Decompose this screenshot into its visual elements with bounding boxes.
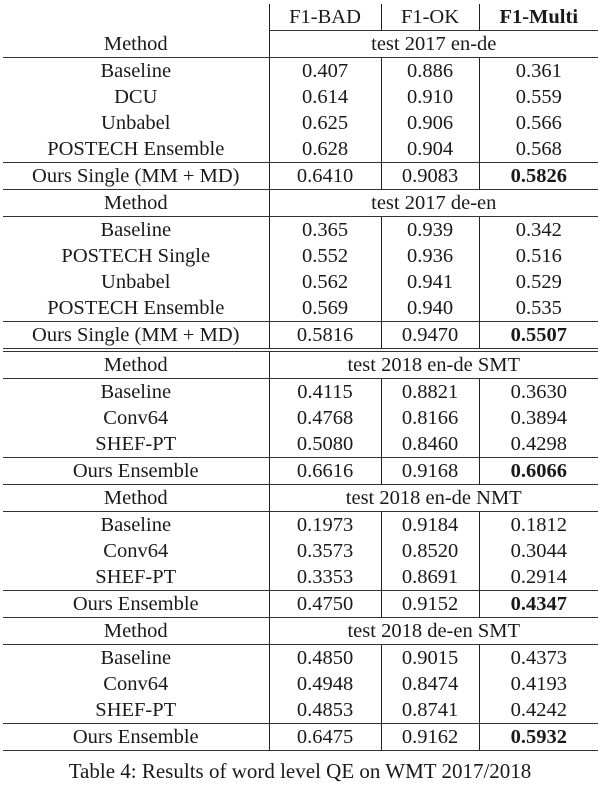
cell-value: 0.5080: [269, 431, 381, 458]
section-header-row: [3, 350, 598, 379]
cell-value: 0.559: [479, 84, 598, 110]
table-row: [3, 512, 598, 539]
method-name: Conv64: [103, 407, 169, 429]
cell-value: 0.625: [269, 110, 381, 136]
method-name: POSTECH Ensemble: [47, 138, 225, 160]
cell-value: 0.8474: [381, 671, 479, 697]
results-table-body: [3, 4, 598, 751]
table-row: [3, 405, 598, 431]
cell-value: 0.3573: [269, 538, 381, 564]
cell-value: 0.4853: [269, 697, 381, 724]
cell-value: 0.4768: [269, 405, 381, 431]
method-name: Ours Single (MM + MD): [3, 163, 269, 190]
method-name: Baseline: [3, 217, 269, 244]
table-row: [3, 564, 598, 591]
cell-value: 0.904: [381, 136, 479, 163]
cell-value: 0.342: [479, 217, 598, 244]
table-row: [3, 295, 598, 322]
header-spacer: [3, 4, 269, 31]
section-header-row: [3, 485, 598, 512]
cell-value: 0.886: [381, 58, 479, 85]
method-name: Ours Ensemble: [3, 591, 269, 618]
cell-value: 0.1812: [479, 512, 598, 539]
table-row: [3, 110, 598, 136]
method-name: Unbabel: [101, 112, 171, 134]
best-value: 0.6066: [479, 458, 598, 485]
cell-value: 0.2914: [479, 564, 598, 591]
cell-value: 0.516: [479, 243, 598, 269]
method-name: Ours Single (MM + MD): [3, 322, 269, 351]
method-name: Baseline: [3, 645, 269, 672]
ours-row: [3, 163, 598, 190]
table-row: [3, 379, 598, 406]
method-name: Ours Ensemble: [3, 458, 269, 485]
section-header-row: [3, 618, 598, 645]
cell-value: 0.3353: [269, 564, 381, 591]
section-title: test 2017 en-de: [269, 31, 598, 58]
ours-row: [3, 591, 598, 618]
ours-row: [3, 458, 598, 485]
ours-row: [3, 322, 598, 351]
cell-value: 0.4750: [269, 591, 381, 618]
cell-value: 0.1973: [269, 512, 381, 539]
section-title: test 2018 de-en SMT: [269, 618, 598, 645]
cell-value: 0.9184: [381, 512, 479, 539]
column-header-row: [3, 4, 598, 31]
cell-value: 0.9168: [381, 458, 479, 485]
method-name: Ours Ensemble: [3, 724, 269, 751]
cell-value: 0.4115: [269, 379, 381, 406]
section-title: test 2018 en-de NMT: [269, 485, 598, 512]
cell-value: 0.3894: [479, 405, 598, 431]
method-name: POSTECH Ensemble: [47, 297, 225, 319]
cell-value: 0.361: [479, 58, 598, 85]
section-header-row: [3, 190, 598, 217]
section-header-row: [3, 31, 598, 58]
method-name: SHEF-PT: [95, 699, 177, 721]
cell-value: 0.8741: [381, 697, 479, 724]
column-header-f1-ok: F1-OK: [381, 4, 479, 31]
cell-value: 0.941: [381, 269, 479, 295]
best-value: 0.5932: [479, 724, 598, 751]
method-name: Conv64: [103, 540, 169, 562]
results-table: [3, 4, 598, 751]
method-name: SHEF-PT: [95, 433, 177, 455]
cell-value: 0.9162: [381, 724, 479, 751]
cell-value: 0.4850: [269, 645, 381, 672]
cell-value: 0.6475: [269, 724, 381, 751]
cell-value: 0.4373: [479, 645, 598, 672]
cell-value: 0.906: [381, 110, 479, 136]
cell-value: 0.940: [381, 295, 479, 322]
table-row: [3, 697, 598, 724]
table-row: [3, 645, 598, 672]
cell-value: 0.8691: [381, 564, 479, 591]
cell-value: 0.9015: [381, 645, 479, 672]
cell-value: 0.936: [381, 243, 479, 269]
best-value: 0.5507: [479, 322, 598, 351]
cell-value: 0.3630: [479, 379, 598, 406]
cell-value: 0.365: [269, 217, 381, 244]
cell-value: 0.910: [381, 84, 479, 110]
table-row: [3, 217, 598, 244]
method-label: Method: [3, 485, 269, 512]
cell-value: 0.9083: [381, 163, 479, 190]
cell-value: 0.569: [269, 295, 381, 322]
cell-value: 0.6616: [269, 458, 381, 485]
method-name: Baseline: [3, 58, 269, 85]
cell-value: 0.5816: [269, 322, 381, 351]
cell-value: 0.566: [479, 110, 598, 136]
table-row: [3, 671, 598, 697]
cell-value: 0.8520: [381, 538, 479, 564]
best-value: 0.5826: [479, 163, 598, 190]
table-row: [3, 538, 598, 564]
cell-value: 0.8821: [381, 379, 479, 406]
cell-value: 0.529: [479, 269, 598, 295]
table-row: [3, 84, 598, 110]
cell-value: 0.9152: [381, 591, 479, 618]
method-name: Unbabel: [101, 271, 171, 293]
table-row: [3, 269, 598, 295]
cell-value: 0.4948: [269, 671, 381, 697]
ours-row: [3, 724, 598, 751]
method-name: Baseline: [3, 379, 269, 406]
cell-value: 0.4298: [479, 431, 598, 458]
cell-value: 0.628: [269, 136, 381, 163]
cell-value: 0.9470: [381, 322, 479, 351]
method-label: Method: [103, 32, 168, 55]
column-header-f1-multi: F1-Multi: [479, 4, 598, 31]
cell-value: 0.568: [479, 136, 598, 163]
section-title: test 2018 en-de SMT: [269, 350, 598, 379]
cell-value: 0.6410: [269, 163, 381, 190]
cell-value: 0.4193: [479, 671, 598, 697]
best-value: 0.4347: [479, 591, 598, 618]
method-label: Method: [3, 190, 269, 217]
method-name: POSTECH Single: [61, 245, 211, 267]
cell-value: 0.562: [269, 269, 381, 295]
column-header-f1-bad: F1-BAD: [269, 4, 381, 31]
table-row: [3, 58, 598, 85]
table-row: [3, 243, 598, 269]
cell-value: 0.552: [269, 243, 381, 269]
cell-value: 0.8460: [381, 431, 479, 458]
section-title: test 2017 de-en: [269, 190, 598, 217]
cell-value: 0.3044: [479, 538, 598, 564]
method-name: DCU: [114, 86, 158, 108]
cell-value: 0.8166: [381, 405, 479, 431]
cell-value: 0.407: [269, 58, 381, 85]
method-label: Method: [3, 350, 269, 379]
cell-value: 0.4242: [479, 697, 598, 724]
cell-value: 0.614: [269, 84, 381, 110]
table-row: [3, 431, 598, 458]
cell-value: 0.939: [381, 217, 479, 244]
table-caption: Table 4: Results of word level QE on WMT 2017/2018: [68, 759, 532, 783]
method-name: Conv64: [103, 673, 169, 695]
method-name: SHEF-PT: [95, 566, 177, 588]
table-row: [3, 136, 598, 163]
cell-value: 0.535: [479, 295, 598, 322]
method-name: Baseline: [3, 512, 269, 539]
method-label: Method: [3, 618, 269, 645]
